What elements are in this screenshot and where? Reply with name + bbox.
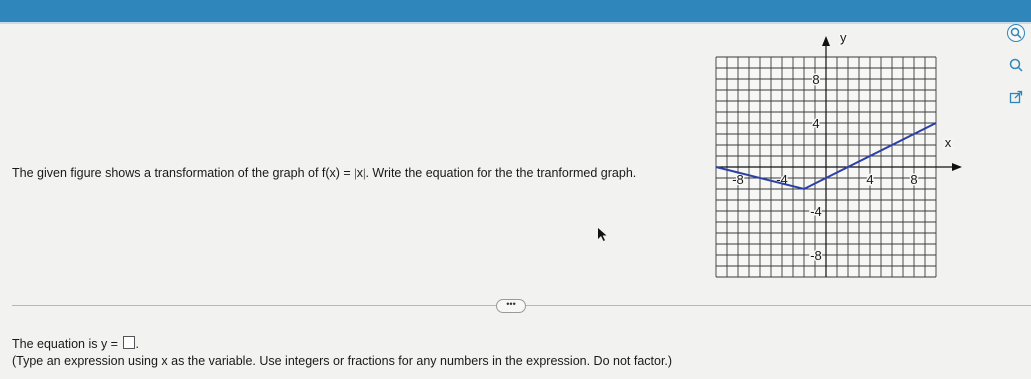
y-tick-label: -8 <box>810 248 822 263</box>
x-axis-label: x <box>944 135 952 150</box>
graph-svg <box>700 24 1000 284</box>
x-tick-label: 8 <box>910 172 918 187</box>
answer-line <box>12 336 139 351</box>
zoom-out-button[interactable] <box>1007 56 1025 74</box>
popout-icon <box>1009 90 1023 104</box>
graph-tools <box>1007 24 1029 120</box>
question-text <box>12 166 636 181</box>
abs-close: | <box>362 166 366 180</box>
popout-button[interactable] <box>1007 88 1025 106</box>
zoom-out-icon <box>1009 58 1023 72</box>
zoom-in-button[interactable] <box>1007 24 1025 42</box>
graph-figure <box>700 24 1000 284</box>
mouse-cursor-icon <box>598 228 608 242</box>
question-text-before: The given figure shows a transformation of the graph of <box>12 166 322 180</box>
more-button[interactable]: ••• <box>496 299 526 313</box>
function-lhs: f(x) = <box>321 166 355 180</box>
abs-open: | <box>354 166 357 180</box>
y-tick-label: 4 <box>812 116 820 131</box>
x-tick-label: 4 <box>866 172 874 187</box>
answer-instructions: (Type an expression using x as the variable. Use integers or fractions for any numbers in the expression. Do not factor.) <box>12 354 673 368</box>
y-tick-label: -4 <box>810 204 822 219</box>
answer-prefix: The equation is y = <box>12 337 122 351</box>
y-axis-label: y <box>840 30 847 45</box>
x-tick-label: -4 <box>776 172 788 187</box>
y-axis-arrow <box>822 36 830 46</box>
y-tick-label: 8 <box>812 72 820 87</box>
x-axis-arrow <box>952 163 962 171</box>
answer-input[interactable] <box>123 336 135 349</box>
question-text-after: . Write the equation for the the tranformed graph. <box>365 166 637 180</box>
x-tick-label: -8 <box>732 172 744 187</box>
function-var: x <box>356 166 363 180</box>
top-bar <box>0 0 1031 22</box>
zoom-in-icon <box>1010 27 1022 39</box>
answer-suffix: . <box>135 337 139 351</box>
